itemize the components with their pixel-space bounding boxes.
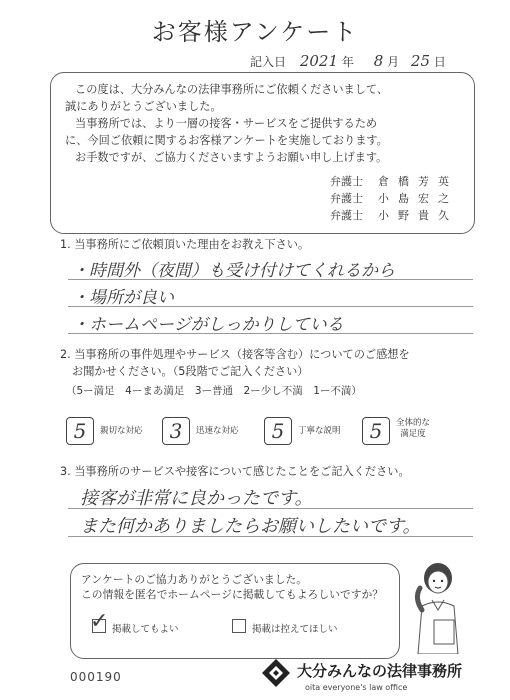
law-office-english: oita everyone's law office (305, 683, 408, 692)
intro-line: に、今回ご依頼に関するお客様アンケートを実施しております。 (65, 134, 388, 147)
rating-box-overall[interactable] (362, 417, 390, 445)
question-1: 1. 当事務所にご依頼頂いた理由をお教え下さい。 (60, 238, 310, 251)
rating-label: 全体的な (396, 418, 431, 428)
question-2-line2: お聞かせください。（5段階でご記入ください） (72, 365, 309, 378)
rating-label-overall (396, 418, 430, 440)
intro-line: この度は、大分みんなの法律事務所にご依頼くださいまして、 (75, 83, 389, 96)
intro-box (50, 72, 475, 234)
rating-label: 丁寧な説明 (298, 426, 341, 436)
consent-no-checkbox[interactable] (232, 619, 246, 633)
lawyer-title: 弁護士 (330, 192, 363, 205)
date-day: 25 (410, 52, 431, 70)
page-title: お客様アンケート (151, 18, 359, 46)
answer-line (68, 508, 473, 509)
intro-line: お手数ですが、ご協力くださいますようお願い申し上げます。 (75, 151, 388, 164)
lawyer-row (330, 207, 458, 224)
answer-line (68, 333, 473, 334)
consent-question: この情報を匿名でホームページに掲載してもよろしいですか？ (81, 588, 384, 601)
date-year: 2021 (299, 52, 339, 70)
check-mark-icon: ✓ (90, 609, 109, 634)
rating-scale: （5ー満足 4ーまあ満足 3ー普通 2ー少し不満 1ー不満） (66, 385, 362, 397)
serial-number: 000190 (70, 670, 122, 684)
date-month: 8 (373, 52, 384, 70)
rating-value: 5 (369, 419, 383, 443)
rating-value: 5 (73, 419, 87, 443)
lawyer-name: 小野貴久 (378, 209, 458, 222)
date-month-suffix: 月 (387, 55, 400, 69)
date-day-suffix: 日 (433, 55, 446, 69)
question-3: 3. 当事務所のサービスや接客について感じたことをご記入ください。 (60, 465, 410, 478)
rating-box-explanation[interactable] (264, 417, 292, 445)
rating-label: 満足度 (400, 429, 426, 439)
consent-box (70, 563, 400, 659)
entry-date (250, 52, 490, 70)
intro-line: 当事務所では、より一層の接客・サービスをご提供するため (75, 117, 378, 130)
q3-answer: 接客が非常に良かったです。 (80, 488, 313, 509)
rating-label: 親切な対応 (100, 426, 143, 436)
lawyer-list (330, 173, 458, 224)
q1-answer: ・場所が良い (72, 288, 174, 308)
date-label: 記入日 (250, 55, 287, 69)
date-year-suffix: 年 (341, 55, 354, 69)
law-office-name: 大分みんなの法律事務所 (297, 662, 463, 680)
consent-thanks: アンケートのご協力ありがとうございました。 (81, 573, 308, 586)
question-2-line1: 2. 当事務所の事件処理やサービス（接客等含む）についてのご感想を (60, 348, 410, 361)
answer-line (68, 279, 473, 280)
lawyer-title: 弁護士 (330, 209, 363, 222)
rating-value: 3 (169, 419, 183, 443)
lawyer-name: 倉橋芳英 (378, 175, 458, 188)
lawyer-row (330, 190, 458, 207)
rating-box-speed[interactable] (162, 417, 190, 445)
consent-yes-label: 掲載してもよい (112, 624, 179, 635)
law-office-logo-icon (260, 657, 292, 689)
answer-line (68, 306, 473, 307)
rating-label: 迅速な対応 (196, 426, 239, 436)
rating-box-kindness[interactable] (66, 417, 94, 445)
q3-answer: また何かありましたらお願いしたいです。 (80, 516, 421, 537)
consent-no-label: 掲載は控えてほしい (252, 624, 338, 635)
lawyer-row (330, 173, 458, 190)
rating-value: 5 (271, 419, 285, 443)
q1-answer: ・ホームページがしっかりしている (72, 315, 344, 335)
answer-line (68, 536, 473, 537)
intro-line: 誠にありがとうございました。 (65, 100, 222, 113)
lawyer-name: 小島宏之 (378, 192, 458, 205)
q1-answer: ・時間外（夜間）も受け付けてくれるから (72, 261, 395, 281)
staff-illustration (410, 560, 466, 654)
lawyer-title: 弁護士 (330, 175, 363, 188)
